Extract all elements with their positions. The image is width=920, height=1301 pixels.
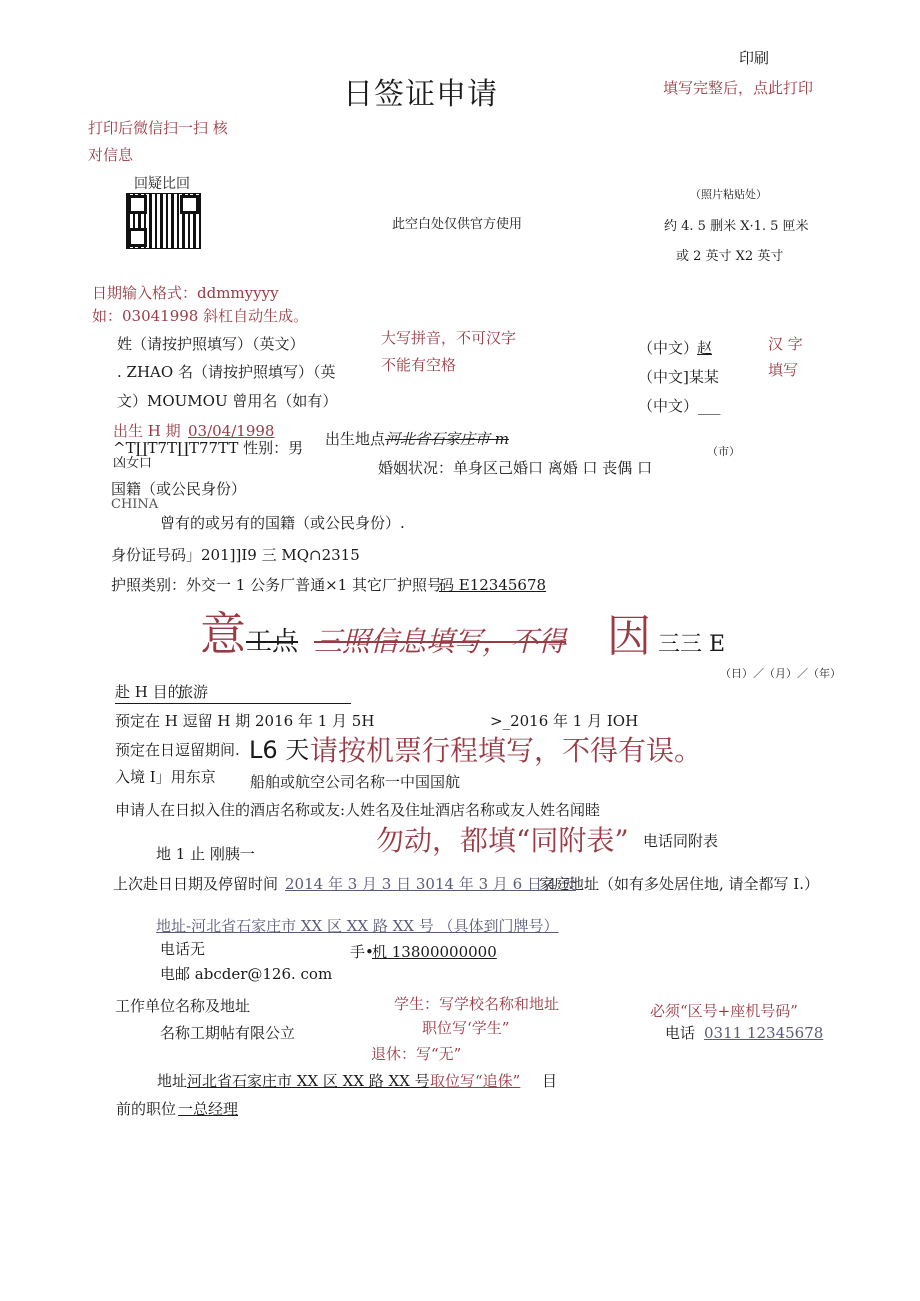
given-name-line[interactable]: . ZHAO 名（请按护照填写）（英 xyxy=(117,363,336,381)
gender-line[interactable]: ^T∐T7T∐T77TT 性别：男 xyxy=(113,439,304,457)
photo-label: （照片粘贴处） xyxy=(690,188,767,201)
wechat-hint-line2: 对信息 xyxy=(88,146,134,164)
former-nationality[interactable]: 曾有的或另有的国籍（或公民身份）. xyxy=(160,514,405,532)
work-address-label: 地址 xyxy=(157,1072,188,1090)
former-name-line[interactable]: 文）MOUMOU 曾用名（如有） xyxy=(117,392,338,410)
position-label: 前的职位 xyxy=(116,1100,177,1118)
attach-note: 勿动，都填“同附表” xyxy=(376,824,629,857)
home-address[interactable]: 地址-河北省石家庄市 XX 区 XX 路 XX 号 （具体到门牌号） xyxy=(156,917,559,935)
carrier-name[interactable]: 船舶或航空公司名称一中国国航 xyxy=(250,773,461,791)
hanzi-hint-line2: 填写 xyxy=(768,361,799,379)
hanzi-hint-line1: 汉 字 xyxy=(768,335,803,353)
nationality-value[interactable]: CHINA xyxy=(111,497,159,512)
surname-cn-value[interactable]: 赵 xyxy=(697,339,713,357)
last-visit-value[interactable]: 2014 年 3 月 3 日 3014 年 3 月 6 日 4 天 xyxy=(285,875,577,893)
birth-date-label: 出生 H 期 xyxy=(113,422,181,440)
given-name-cn[interactable]: （中文]某某 xyxy=(638,368,719,386)
stay-length-value[interactable]: L6 天 xyxy=(249,736,310,764)
note-struck-label: 工点 xyxy=(246,627,299,657)
purpose-value[interactable]: 旅游 xyxy=(178,683,209,701)
area-code-hint: 必须“区号+座机号码” xyxy=(650,1002,798,1020)
gender-female-option[interactable]: 凶女口 xyxy=(113,456,153,471)
student-position-hint: 职位写‘学生” xyxy=(422,1019,510,1037)
photo-size-line2: 或 2 英寸 X2 英寸 xyxy=(676,249,784,264)
pinyin-hint-line1: 大写拼音，不可汉字 xyxy=(381,329,517,347)
passport-info-note: 三照信息填写，不得 xyxy=(314,625,567,658)
work-address-value[interactable]: 河北省石家庄市 XX 区 XX 路 XX 号 xyxy=(187,1072,430,1090)
city-mark: （市） xyxy=(707,445,740,458)
home-email[interactable]: 电邮 abcder@126. com xyxy=(160,965,333,983)
position-value[interactable]: 一总经理 xyxy=(178,1100,239,1118)
work-label: 工作单位名称及地址 xyxy=(115,997,251,1015)
home-address-label: 家庭地址（如有多处居住地, 请全都写 I.） xyxy=(539,875,819,893)
print-link[interactable]: 印刷 xyxy=(739,49,770,67)
work-name[interactable]: 名称工期帖有限公立 xyxy=(160,1024,296,1042)
print-hint[interactable]: 填写完整后，点此打印 xyxy=(663,79,814,97)
stay-length-label: 预定在日逗留期间. xyxy=(115,741,240,759)
note-suffix: 三三 E xyxy=(658,632,726,657)
pinyin-hint-line2: 不能有空格 xyxy=(381,356,457,374)
wechat-hint-line1: 打印后微信扫一扫 核 xyxy=(88,119,228,137)
surname-label: 姓（请按护照填写）（英文） xyxy=(117,335,305,353)
date-format-hint: 日期输入格式：ddmmyyyy xyxy=(92,284,279,302)
date-format-example: 如：03041998 斜杠自动生成。 xyxy=(92,307,309,325)
page-title: 日签证申请 xyxy=(343,77,498,112)
work-address-end: 目 xyxy=(542,1072,558,1090)
purpose-label: 赴 H 目的 xyxy=(115,683,183,701)
official-use-note: 此空白处仅供官方使用 xyxy=(392,217,523,232)
hotel-address-phone[interactable]: 地 1 止 刚胰一 xyxy=(156,845,255,863)
last-visit-label: 上次赴日日期及停留时间 xyxy=(113,875,279,893)
home-tel[interactable]: 电话无 xyxy=(160,940,206,958)
surname-cn-label: （中文） xyxy=(638,339,699,357)
qr-caption: 回疑比回 xyxy=(134,176,190,192)
work-address-hint: 取位写“追侏” xyxy=(430,1072,521,1090)
dmy-format: （日）／（月）／（年） xyxy=(720,667,841,680)
phone-attach[interactable]: 电话同附表 xyxy=(643,832,719,850)
birth-date-value[interactable]: 03/04/1998 xyxy=(188,422,275,440)
note-char-left: 意 xyxy=(200,607,246,661)
hotel-label[interactable]: 申请人在日拟入住的酒店名称或友:人姓名及住址酒店名称或友人姓名闻睦 xyxy=(115,801,601,819)
work-phone-label: 电话 xyxy=(665,1024,696,1042)
birth-place-label: 出生地点 xyxy=(325,430,386,448)
mobile-label: 手• xyxy=(350,943,374,961)
student-hint: 学生：写学校名称和地址 xyxy=(394,995,560,1013)
photo-size-line1: 约 4. 5 删米 X·1. 5 匣米 xyxy=(664,219,809,234)
work-phone-value[interactable]: 0311 12345678 xyxy=(704,1024,824,1042)
nationality-label: 国籍（或公民身份） xyxy=(111,480,247,498)
port-of-entry[interactable]: 入境 I」用东京 xyxy=(115,768,216,786)
marital-status[interactable]: 婚姻状况：单身区己婚口 离婚 口 丧偶 口 xyxy=(378,459,653,477)
purpose-underline xyxy=(115,703,351,704)
stay-to[interactable]: >_2016 年 1 月 IOH xyxy=(490,712,639,730)
id-number[interactable]: 身份证号码」201]]I9 三 MQ∩2315 xyxy=(111,546,360,564)
qr-code-icon[interactable] xyxy=(127,194,200,248)
stay-from[interactable]: 预定在 H 逗留 H 期 2016 年 1 月 5H xyxy=(115,712,375,730)
ticket-note: 请按机票行程填写，不得有误。 xyxy=(310,734,703,767)
passport-type[interactable]: 护照类别：外交一 1 公务厂普通×1 其它厂护照号 xyxy=(111,576,442,594)
retired-hint: 退休：写“无” xyxy=(371,1045,462,1063)
birth-place-value[interactable]: 河北省石家庄市 m xyxy=(385,430,509,448)
mobile-value[interactable]: 机 13800000000 xyxy=(372,943,497,961)
passport-number[interactable]: 码 E12345678 xyxy=(439,576,547,594)
note-char-right: 因 xyxy=(607,611,651,662)
former-name-cn[interactable]: （中文）___ xyxy=(638,397,721,415)
